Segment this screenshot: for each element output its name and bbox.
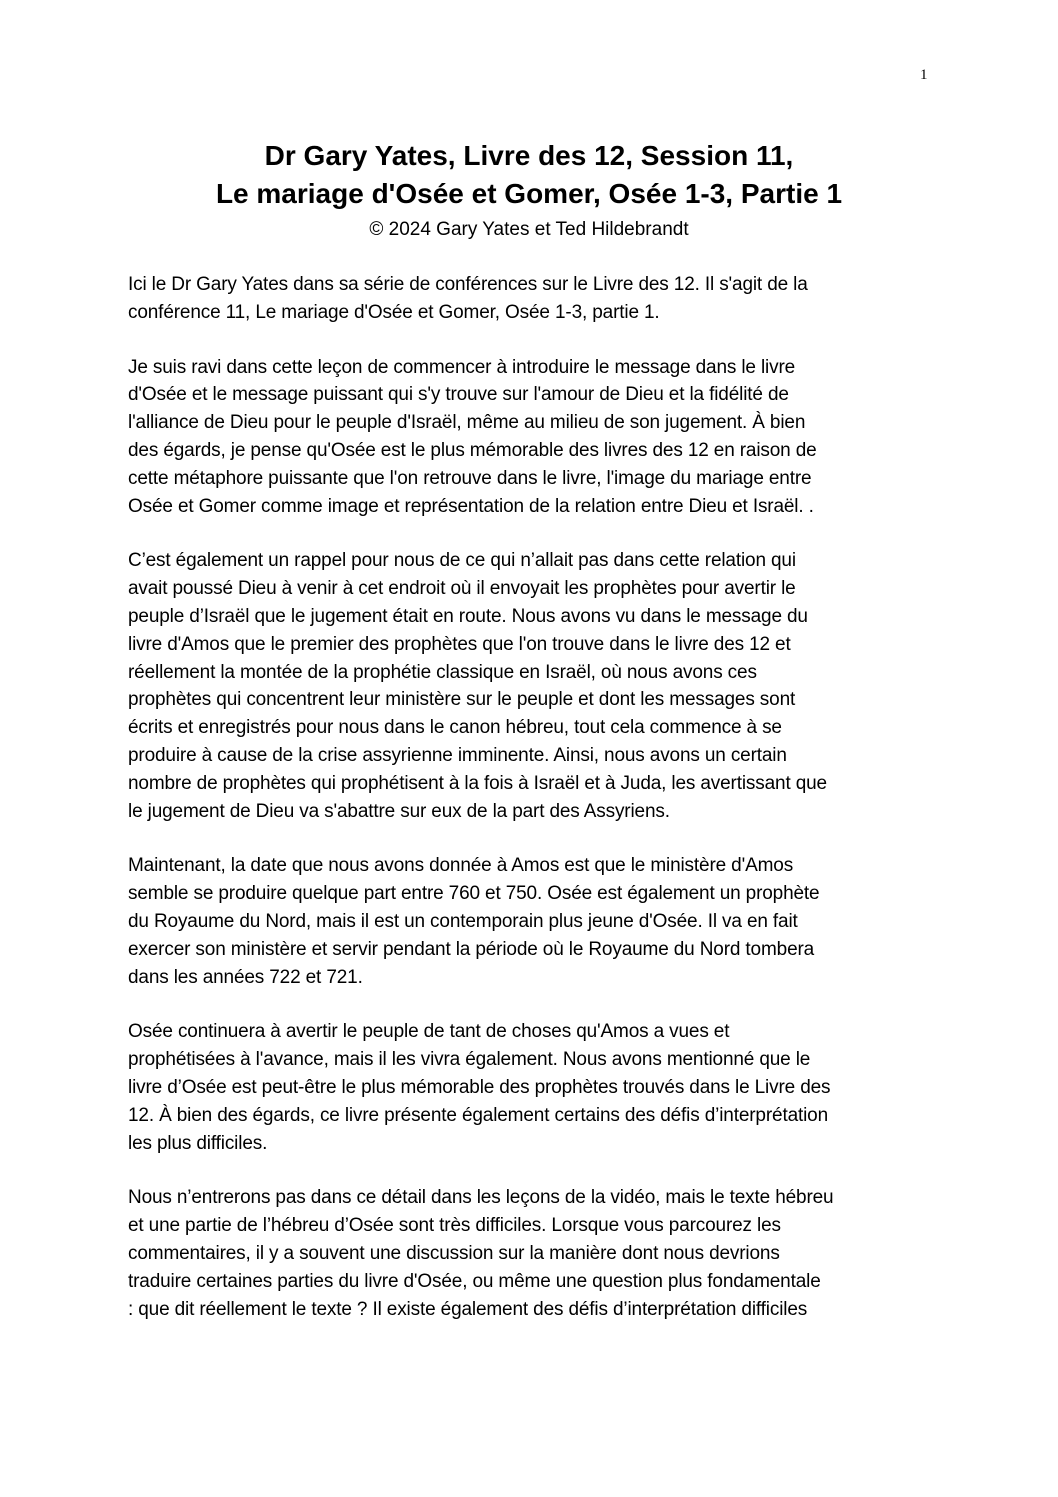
paragraph-6: Nous n’entrerons pas dans ce détail dans les leçons de la vidéo, mais le texte hébreu et une partie de l’hébreu d’Osée sont très difficiles. Lorsque vous parcourez les commentaires, il y a souvent une discussion sur la manière dont nous devrions traduire certaines parties du livre d'Osée, ou même une question plus fondamentale : que dit réellement le texte ? Il existe également des défis d’interprétation difficiles bbox=[128, 1187, 834, 1320]
page-title bbox=[80, 137, 978, 213]
page-number: 1 bbox=[920, 67, 928, 83]
paragraph-1: Ici le Dr Gary Yates dans sa série de conférences sur le Livre des 12. Il s'agit de la conférence 11, Le mariage d'Osée et Gomer, Osée 1-3, partie 1. bbox=[128, 274, 808, 323]
paragraph-2: Je suis ravi dans cette leçon de commencer à introduire le message dans le livre d'Osée et le message puissant qui s'y trouve sur l'amour de Dieu et la fidélité de l'alliance de Dieu pour le peuple d'Israël, même au milieu de son jugement. À bien des égards, je pense qu'Osée est le plus mémorable des livres des 12 en raison de cette métaphore puissante que l'on retrouve dans le livre, l'image du mariage entre Osée et Gomer comme image et représentation de la relation entre Dieu et Israël. . bbox=[128, 356, 817, 517]
copyright-line: © 2024 Gary Yates et Ted Hildebrandt bbox=[369, 219, 689, 240]
document-body bbox=[128, 271, 928, 1350]
paragraph-5: Osée continuera à avertir le peuple de tant de choses qu'Amos a vues et prophétisées à l'avance, mais il les vivra également. Nous avons mentionné que le livre d’Osée est peut-être le plus mémorable des prophètes trouvés dans le Livre des 12. À bien des égards, ce livre présente également certains des défis d’interprétation les plus difficiles. bbox=[128, 1021, 831, 1154]
paragraph-3: C’est également un rappel pour nous de ce qui n’allait pas dans cette relation qui avait poussé Dieu à venir à cet endroit où il envoyait les prophètes pour avertir le peuple d’Israël que le jugement était en route. Nous avons vu dans le message du livre d'Amos que le premier des prophètes que l'on trouve dans le livre des 12 et réellement la montée de la prophétie classique en Israël, où nous avons ces prophètes qui concentrent leur ministère sur le peuple et dont les messages sont écrits et enregistrés pour nous dans le canon hébreu, tout cela commence à se produire à cause de la crise assyrienne imminente. Ainsi, nous avons un certain nombre de prophètes qui prophétisent à la fois à Israël et à Juda, les avertissant que le jugement de Dieu va s'abattre sur eux de la part des Assyriens. bbox=[128, 550, 827, 822]
paragraph-4: Maintenant, la date que nous avons donnée à Amos est que le ministère d'Amos semble se produire quelque part entre 760 et 750. Osée est également un prophète du Royaume du Nord, mais il est un contemporain plus jeune d'Osée. Il va en fait exercer son ministère et servir pendant la période où le Royaume du Nord tombera dans les années 722 et 721. bbox=[128, 855, 820, 988]
title-line-2: Le mariage d'Osée et Gomer, Osée 1-3, Partie 1 bbox=[215, 178, 843, 209]
title-line-1: Dr Gary Yates, Livre des 12, Session 11, bbox=[264, 140, 794, 171]
